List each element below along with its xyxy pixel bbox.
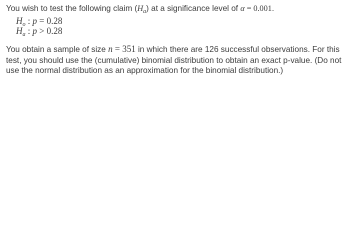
claim-symbol: $H_a$ xyxy=(137,4,147,15)
alpha-symbol: α xyxy=(240,4,245,13)
alpha-value: 0.001 xyxy=(253,4,272,13)
sample-intro-text: You obtain a sample of size xyxy=(6,45,109,54)
alpha-equals: = xyxy=(244,4,254,13)
sample-size-symbol: n xyxy=(108,44,113,54)
alternative-hypothesis: $H_a$ : p > 0.28 xyxy=(16,26,63,38)
sample-size-equals: = xyxy=(112,44,123,54)
problem-statement xyxy=(6,44,346,77)
sample-size-value: 351 xyxy=(122,44,136,54)
null-hypothesis: $H_o$ : p = 0.28 xyxy=(16,16,63,28)
claim-mid-text: ) at a significance level of xyxy=(146,4,241,13)
problem-body-text: in which there are 126 successful observations. For this test, you should use the (cumulative) binomial distribution to obtain an exact p-value. (Do not use the normal distribution as an approximation for the binomial distribution.) xyxy=(6,45,342,75)
claim-intro-text: You wish to test the following claim ( xyxy=(6,4,138,13)
claim-end-text: . xyxy=(271,4,275,13)
